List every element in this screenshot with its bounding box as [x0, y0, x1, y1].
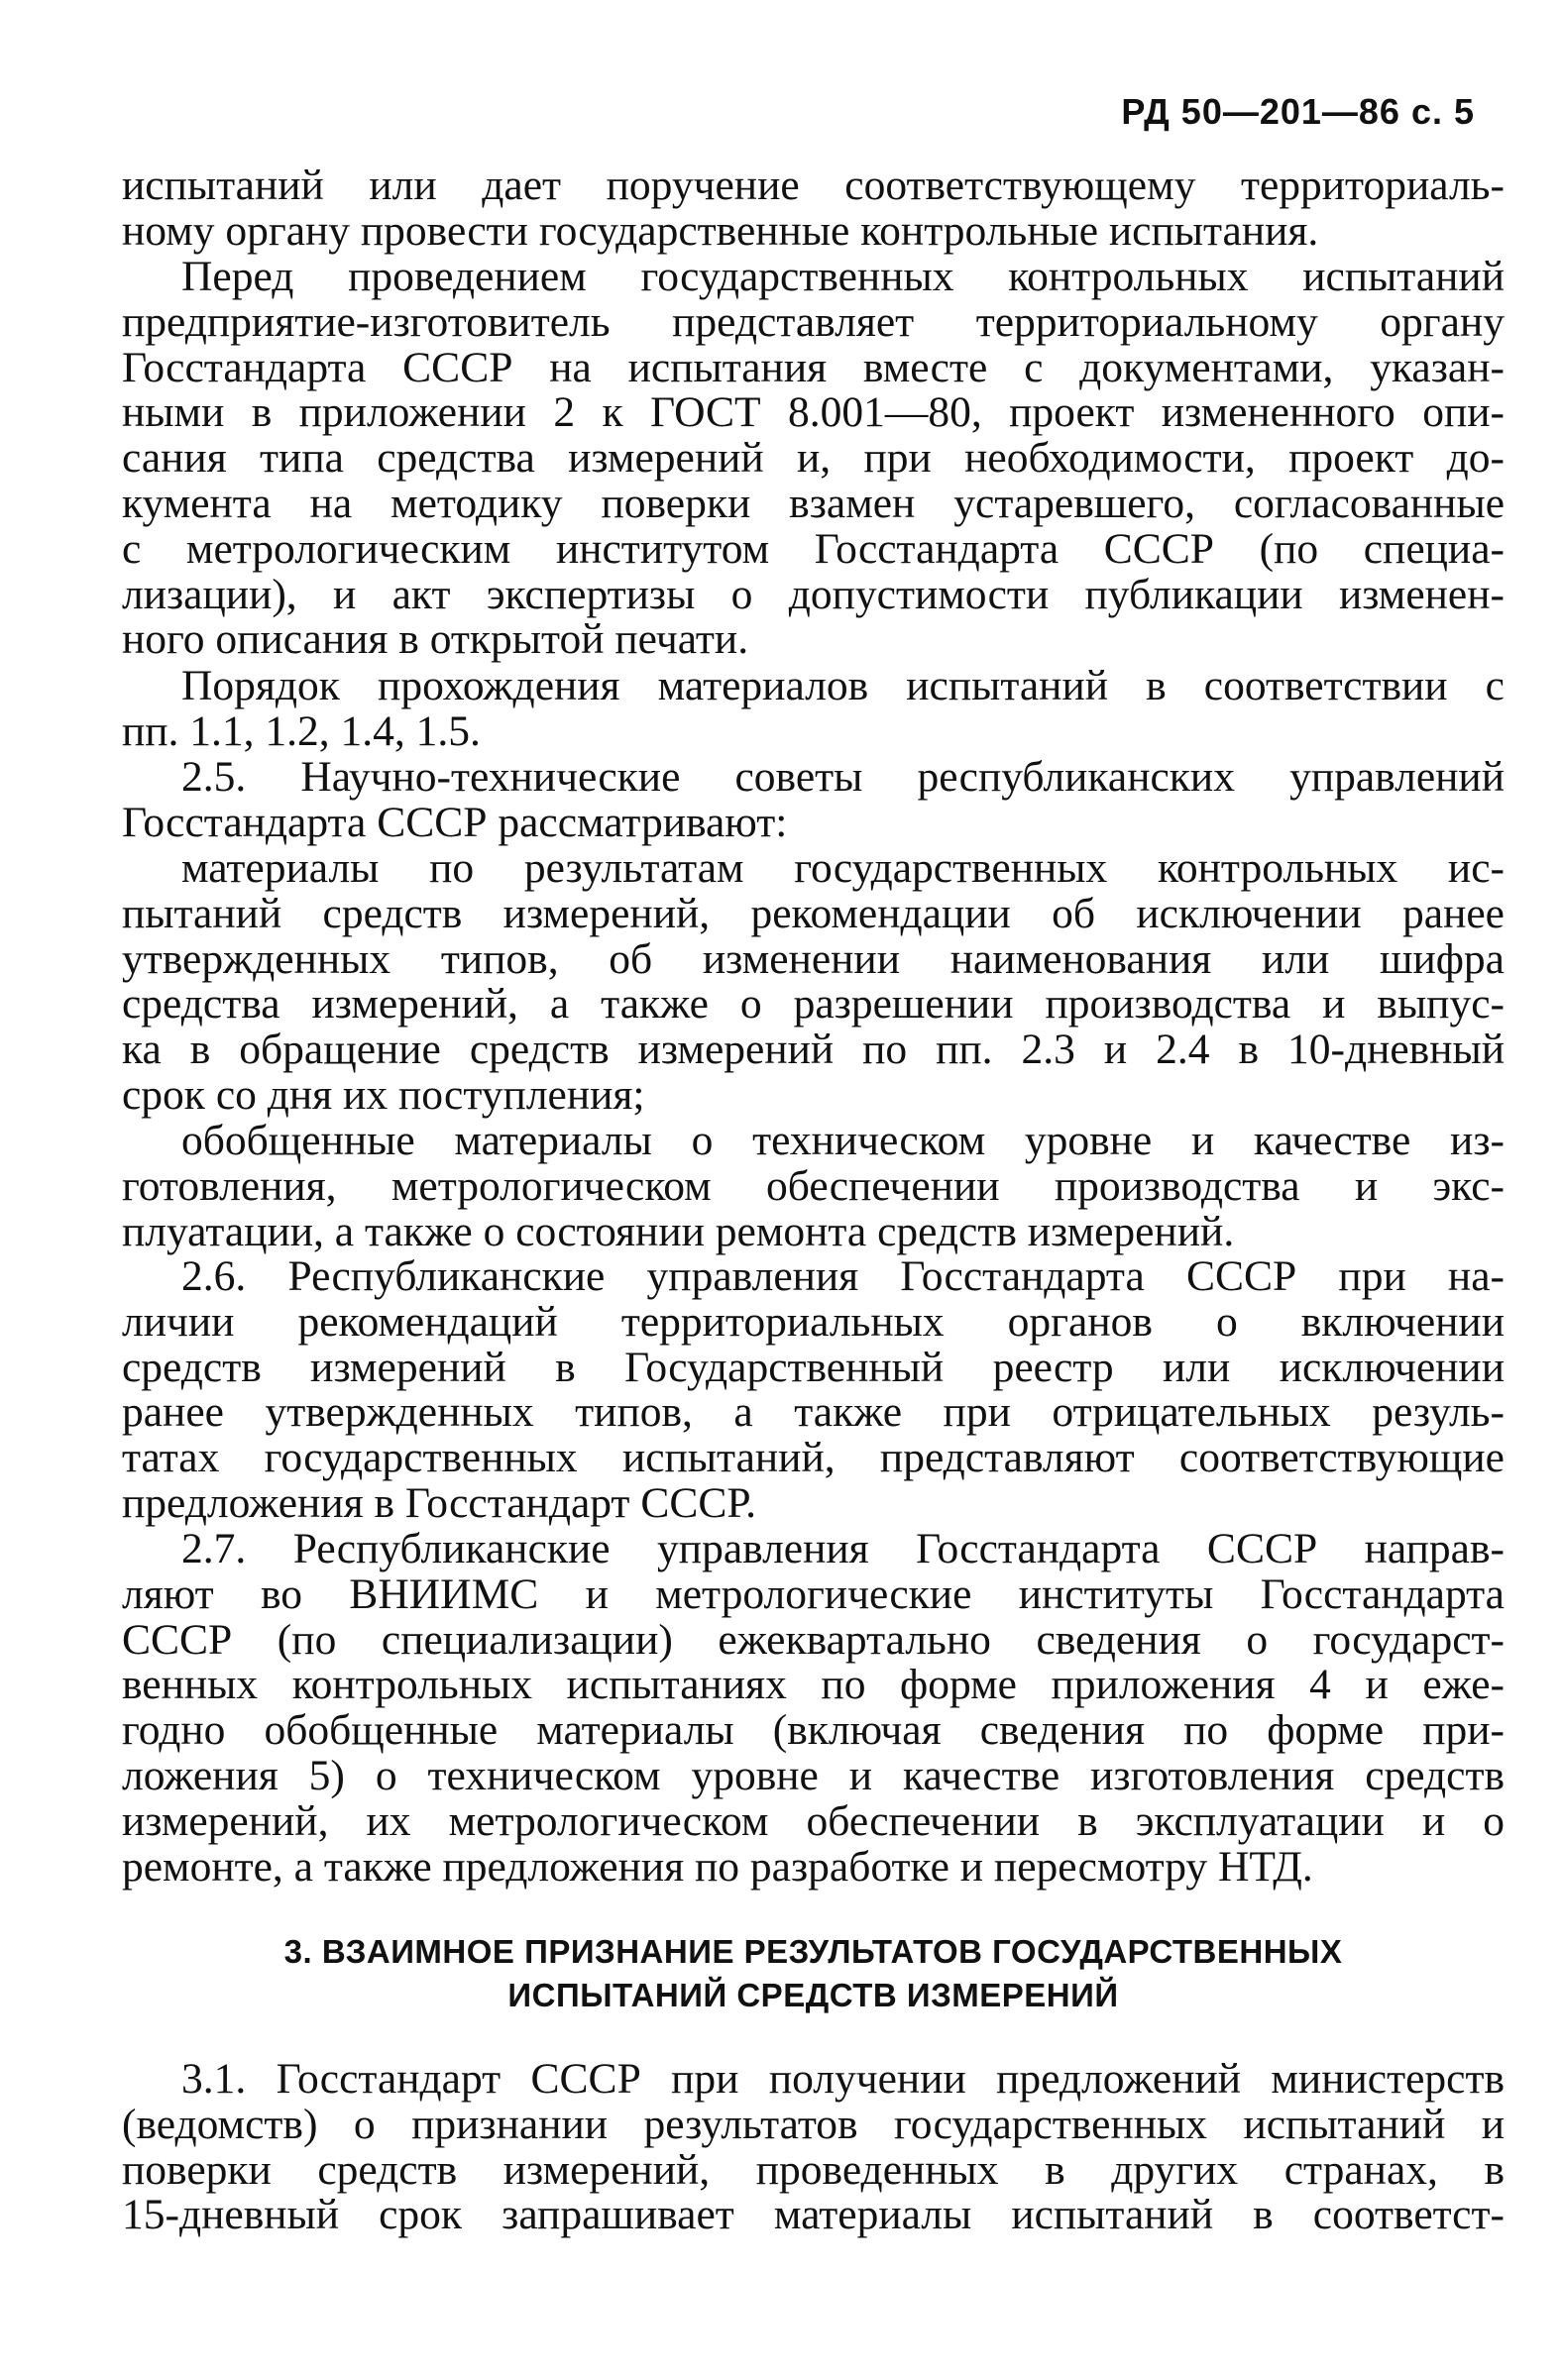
paragraph-2-7: [122, 1527, 1505, 1890]
text-line: ложения 5) о техническом уровне и качестве изготовления средств: [122, 1751, 1505, 1799]
text-line: 2.7. Республиканские управления Госстандарта СССР направ-: [181, 1525, 1505, 1572]
text-line: годно обобщенные материалы (включая сведения по форме при-: [122, 1706, 1505, 1755]
text-line: ными в приложении 2 к ГОСТ 8.001—80, проект измененного опи-: [122, 388, 1505, 437]
text-line: плуатации, а также о состоянии ремонта средств измерений.: [122, 1207, 1235, 1255]
paragraph-2-6: [122, 1254, 1505, 1527]
text-line: измерений, их метрологическом обеспечении в эксплуатации и о: [122, 1796, 1505, 1845]
paragraph-3-1: [122, 2057, 1505, 2238]
paragraph-before-control-tests: [122, 255, 1505, 663]
text-line: ного описания в открытой печати.: [122, 615, 749, 664]
text-line: срок со дня их поступления;: [122, 1070, 645, 1119]
paragraph-2-5: [122, 755, 1505, 846]
text-line: готовления, метрологическом обеспечении производства и экс-: [122, 1161, 1505, 1210]
text-line: сания типа средства измерений и, при необходимости, проект до-: [122, 434, 1505, 483]
text-line: СССР (по специализации) ежеквартально сведения о государст-: [122, 1615, 1505, 1664]
text-line: ранее утвержденных типов, а также при отрицательных резуль-: [122, 1388, 1505, 1437]
text-line: ляют во ВНИИМС и метрологические институты Госстандарта: [122, 1569, 1505, 1618]
text-line: кумента на методику поверки взамен устаревшего, согласованные: [122, 479, 1505, 527]
text-line: татах государственных испытаний, представляют соответствующие: [122, 1434, 1505, 1482]
text-line: 3.1. Госстандарт СССР при получении предложений министерств: [181, 2055, 1505, 2103]
text-line: средства измерений, а также о разрешении производства и выпус-: [122, 980, 1505, 1028]
section-heading-line: ИСПЫТАНИЙ СРЕДСТВ ИЗМЕРЕНИЙ: [507, 1977, 1119, 2013]
text-line: утвержденных типов, об изменении наименования или шифра: [122, 934, 1505, 983]
text-line: венных контрольных испытаниях по форме приложения 4 и еже-: [122, 1661, 1505, 1709]
section-heading-line: 3. ВЗАИМНОЕ ПРИЗНАНИЕ РЕЗУЛЬТАТОВ ГОСУДАРСТВЕННЫХ: [283, 1933, 1343, 1970]
text-line: поверки средств измерений, проведенных в других странах, в: [122, 2145, 1505, 2194]
text-line: Госстандарта СССР рассматривают:: [122, 798, 788, 846]
paragraph-procedure: [122, 664, 1505, 755]
text-line: ремонте, а также предложения по разработке и пересмотру НТД.: [122, 1842, 1313, 1891]
text-line: лизации), и акт экспертизы о допустимости публикации изменен-: [122, 570, 1505, 618]
text-line: ка в обращение средств измерений по пп. 2.3 и 2.4 в 10-дневный: [122, 1026, 1505, 1074]
paragraph-generalized-materials: [122, 1119, 1505, 1254]
text-line: с метрологическим институтом Госстандарта СССР (по специа-: [122, 524, 1505, 573]
text-line: ному органу провести государственные контрольные испытания.: [122, 206, 1319, 255]
text-line: испытаний или дает поручение соответствующему территориаль-: [122, 162, 1505, 209]
running-header: РД 50—201—86 с. 5: [1121, 91, 1475, 132]
text-line: (ведомств) о признании результатов государственных испытаний и: [122, 2100, 1505, 2148]
text-line: Порядок прохождения материалов испытаний в соответствии с: [181, 662, 1505, 709]
text-line: 15-дневный срок запрашивает материалы испытаний в соответст-: [122, 2191, 1505, 2239]
text-line: материалы по результатам государственных контрольных ис-: [181, 844, 1505, 892]
text-line: обобщенные материалы о техническом уровне и качестве из-: [181, 1117, 1505, 1164]
paragraph-materials: [122, 846, 1505, 1119]
text-line: пп. 1.1, 1.2, 1.4, 1.5.: [122, 706, 481, 755]
text-line: Госстандарта СССР на испытания вместе с документами, указан-: [122, 343, 1505, 391]
text-line: Перед проведением государственных контрольных испытаний: [181, 253, 1505, 300]
text-line: предприятие-изготовитель представляет территориальному органу: [122, 297, 1505, 346]
text-line: пытаний средств измерений, рекомендации об исключении ранее: [122, 889, 1505, 937]
text-line: 2.6. Республиканские управления Госстандарта СССР при на-: [181, 1252, 1505, 1300]
text-line: предложения в Госстандарт СССР.: [122, 1478, 756, 1527]
text-line: 2.5. Научно-технические советы республиканских управлений: [181, 753, 1505, 801]
text-line: личии рекомендаций территориальных органов о включении: [122, 1297, 1505, 1346]
text-line: средств измерений в Государственный реестр или исключении: [122, 1343, 1505, 1391]
paragraph-continuation: [122, 163, 1505, 255]
section-3-heading: [122, 1930, 1505, 2017]
